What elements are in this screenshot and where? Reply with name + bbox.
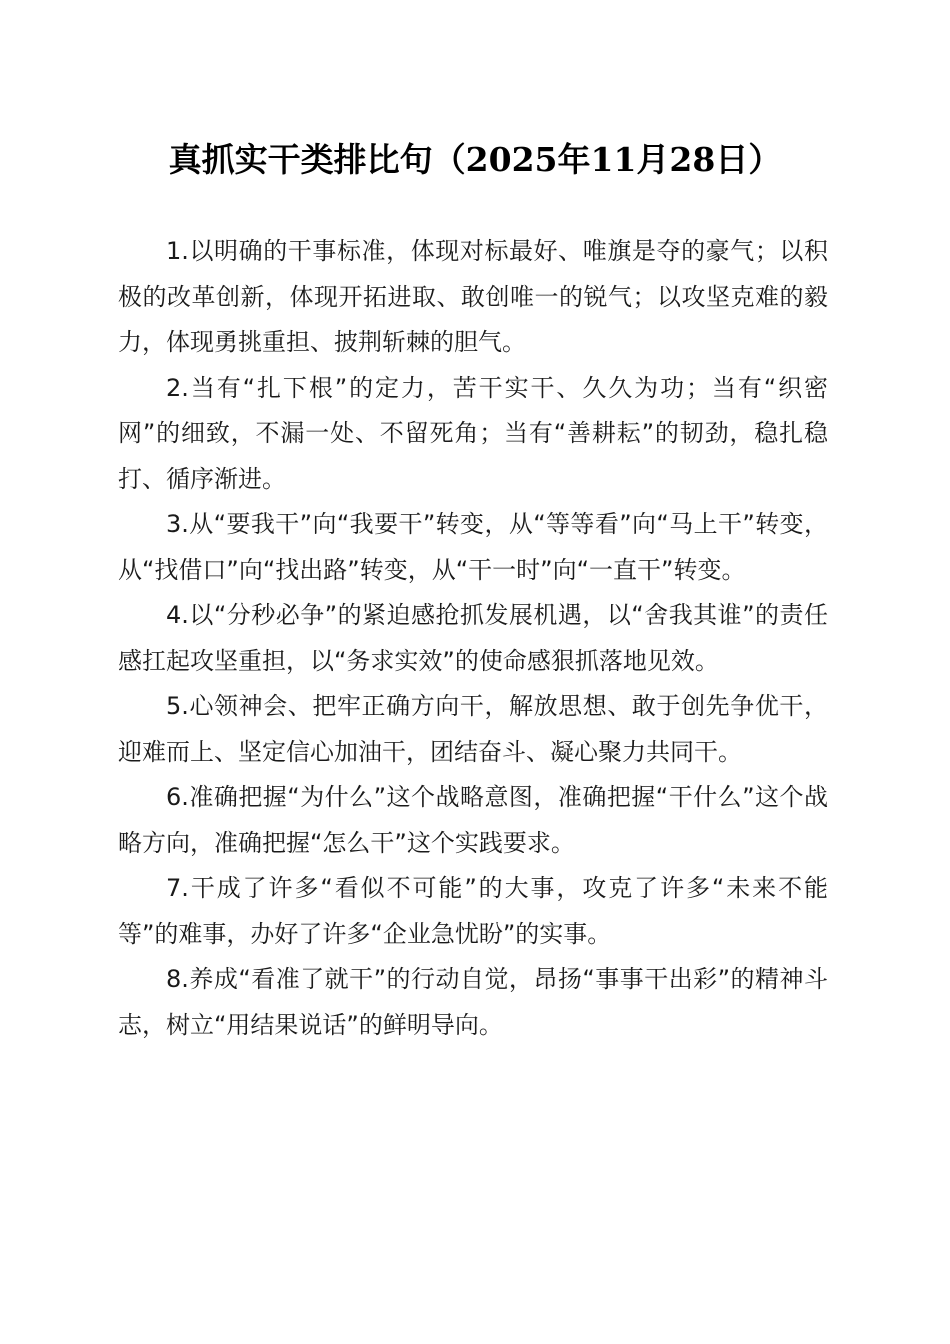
paragraph-3: 3.从“要我干”向“我要干”转变，从“等等看”向“马上干”转变，从“找借口”向“找出路”转变，从“干一时”向“一直干”转变。 — [118, 510, 828, 584]
paragraph-4: 4.以“分秒必争”的紧迫感抢抓发展机遇，以“舍我其谁”的责任感扛起攻坚重担，以“务求实效”的使命感狠抓落地见效。 — [118, 601, 828, 675]
document-body — [118, 229, 828, 1048]
paragraph-1: 1.以明确的干事标准，体现对标最好、唯旗是夺的豪气；以积极的改革创新，体现开拓进取、敢创唯一的锐气；以攻坚克难的毅力，体现勇挑重担、披荆斩棘的胆气。 — [118, 237, 828, 356]
paragraph-8: 8.养成“看准了就干”的行动自觉，昂扬“事事干出彩”的精神斗志，树立“用结果说话”的鲜明导向。 — [118, 965, 828, 1039]
paragraph-5: 5.心领神会、把牢正确方向干，解放思想、敢于创先争优干，迎难而上、坚定信心加油干，团结奋斗、凝心聚力共同干。 — [118, 692, 828, 766]
document-title: 真抓实干类排比句（2025年11月28日） — [168, 140, 782, 179]
paragraph-7: 7.干成了许多“看似不可能”的大事，攻克了许多“未来不能等”的难事，办好了许多“企业急忧盼”的实事。 — [118, 874, 828, 948]
paragraph-2: 2.当有“扎下根”的定力，苦干实干、久久为功；当有“织密网”的细致，不漏一处、不留死角；当有“善耕耘”的韧劲，稳扎稳打、循序渐进。 — [118, 373, 828, 493]
paragraph-6: 6.准确把握“为什么”这个战略意图，准确把握“干什么”这个战略方向，准确把握“怎么干”这个实践要求。 — [118, 783, 828, 857]
